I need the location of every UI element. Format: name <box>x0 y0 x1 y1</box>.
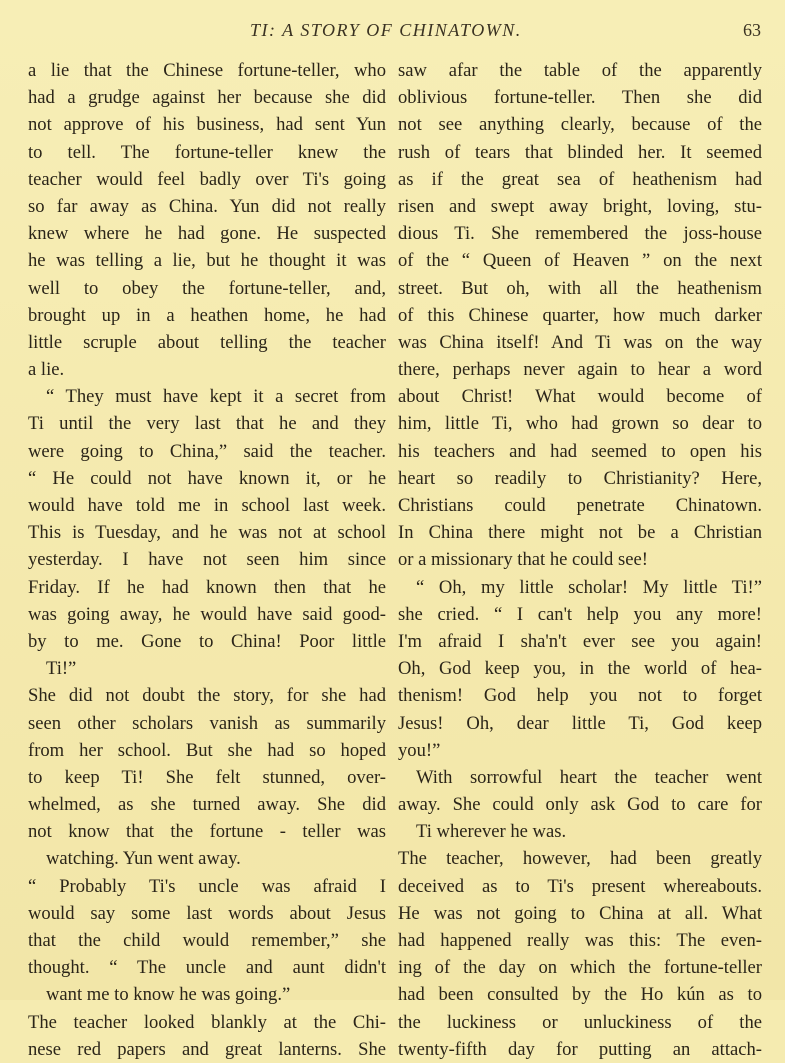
text-line: The teacher looked blankly at the Chi- <box>28 1011 386 1033</box>
text-line: ing of the day on which the fortune-teller <box>398 957 762 979</box>
running-title: TI: A STORY OF CHINATOWN. <box>250 20 522 40</box>
text-line: was going away, he would have said good- <box>28 603 386 625</box>
text-line: were going to China,” said the teacher. <box>28 440 386 462</box>
text-line: “ He could not have known it, or he <box>28 467 386 489</box>
text-line: Ti!” <box>46 658 77 680</box>
text-line: “ Oh, my little scholar! My little Ti!” <box>416 576 762 598</box>
text-line: This is Tuesday, and he was not at school <box>28 522 386 544</box>
text-line: Christians could penetrate Chinatown. <box>398 495 762 516</box>
text-line: Oh, God keep you, in the world of hea- <box>398 658 762 680</box>
text-line: so far away as China. Yun did not really <box>28 195 386 217</box>
text-line: a lie. <box>28 359 65 381</box>
text-line: his teachers and had seemed to open his <box>398 440 762 462</box>
text-line: of the “ Queen of Heaven ” on the next <box>398 250 762 272</box>
text-line: to keep Ti! She felt stunned, over- <box>28 766 386 788</box>
page-number: 63 <box>743 20 761 40</box>
text-line: oblivious fortune-teller. Then she did <box>398 87 762 109</box>
text-line: In China there might not be a Christian <box>398 522 762 544</box>
text-line: little scruple about telling the teacher <box>28 331 386 353</box>
text-line: not know that the fortune - teller was <box>28 821 386 843</box>
text-line: knew where he had gone. He suspected <box>28 223 386 245</box>
text-line: Friday. If he had known then that he <box>28 576 386 598</box>
text-line: would have told me in school last week. <box>28 495 386 516</box>
text-line: Ti wherever he was. <box>416 821 567 843</box>
text-line: risen and swept away bright, loving, stu- <box>398 195 762 217</box>
text-line: she cried. “ I can't help you any more! <box>398 603 762 625</box>
text-line: you!” <box>398 739 441 761</box>
text-line: thenism! God help you not to forget <box>398 685 762 707</box>
text-line: brought up in a heathen home, he had <box>28 304 386 326</box>
text-line: not see anything clearly, because of the <box>398 114 762 136</box>
text-line: the luckiness or unluckiness of the <box>398 1011 762 1033</box>
text-line: twenty-fifth day for putting an attach- <box>398 1038 762 1060</box>
text-line: had happened really was this: The even- <box>398 930 762 951</box>
text-line: Ti until the very last that he and they <box>28 413 386 435</box>
text-line: street. But oh, with all the heathenism <box>398 277 762 299</box>
page-header <box>0 20 785 48</box>
text-line: had a grudge against her because she did <box>28 87 386 109</box>
text-line: was China itself! And Ti was on the way <box>398 331 762 353</box>
text-line: yesterday. I have not seen him since <box>28 549 386 571</box>
text-line: of this Chinese quarter, how much darker <box>398 304 762 326</box>
text-line: “ They must have kept it a secret from <box>46 386 386 408</box>
text-line: He was not going to China at all. What <box>398 902 762 924</box>
right-text-column <box>398 57 762 1063</box>
text-line: want me to know he was going.” <box>46 984 291 1006</box>
text-line: there, perhaps never again to hear a word <box>398 359 762 381</box>
text-line: She did not doubt the story, for she had <box>28 685 386 707</box>
text-line: Jesus! Oh, dear little Ti, God keep <box>398 712 762 734</box>
text-line: thought. “ The uncle and aunt didn't <box>28 957 386 979</box>
text-line: dious Ti. She remembered the joss-house <box>398 223 762 245</box>
text-line: him, little Ti, who had grown so dear to <box>398 413 762 435</box>
text-line: about Christ! What would become of <box>398 386 762 408</box>
text-line: deceived as to Ti's present whereabouts. <box>398 875 762 897</box>
left-text-column <box>28 57 386 1063</box>
text-line: The teacher, however, had been greatly <box>398 848 762 870</box>
text-line: had been consulted by the Ho kún as to <box>398 984 762 1006</box>
text-line: With sorrowful heart the teacher went <box>416 766 762 788</box>
text-line: heart so readily to Christianity? Here, <box>398 467 762 489</box>
text-line: from her school. But she had so hoped <box>28 739 386 761</box>
text-line: watching. Yun went away. <box>46 848 241 870</box>
text-line: would say some last words about Jesus <box>28 902 386 924</box>
text-line: as if the great sea of heathenism had <box>398 168 762 190</box>
text-line: whelmed, as she turned away. She did <box>28 794 386 816</box>
text-line: saw afar the table of the apparently <box>398 60 762 81</box>
text-line: nese red papers and great lanterns. She <box>28 1038 386 1060</box>
text-line: I'm afraid I sha'n't ever see you again! <box>398 630 762 652</box>
text-line: teacher would feel badly over Ti's going <box>28 168 386 190</box>
text-line: rush of tears that blinded her. It seemed <box>398 141 762 163</box>
text-line: that the child would remember,” she <box>28 930 386 951</box>
text-line: “ Probably Ti's uncle was afraid I <box>28 875 386 897</box>
text-line: not approve of his business, had sent Yun <box>28 114 386 136</box>
text-line: to tell. The fortune-teller knew the <box>28 141 386 163</box>
text-line: or a missionary that he could see! <box>398 549 648 571</box>
text-line: well to obey the fortune-teller, and, <box>28 277 386 299</box>
text-line: away. She could only ask God to care for <box>398 794 762 816</box>
text-line: he was telling a lie, but he thought it was <box>28 250 386 272</box>
text-line: by to me. Gone to China! Poor little <box>28 630 386 652</box>
text-line: seen other scholars vanish as summarily <box>28 712 386 734</box>
text-line: a lie that the Chinese fortune-teller, who <box>28 60 386 81</box>
